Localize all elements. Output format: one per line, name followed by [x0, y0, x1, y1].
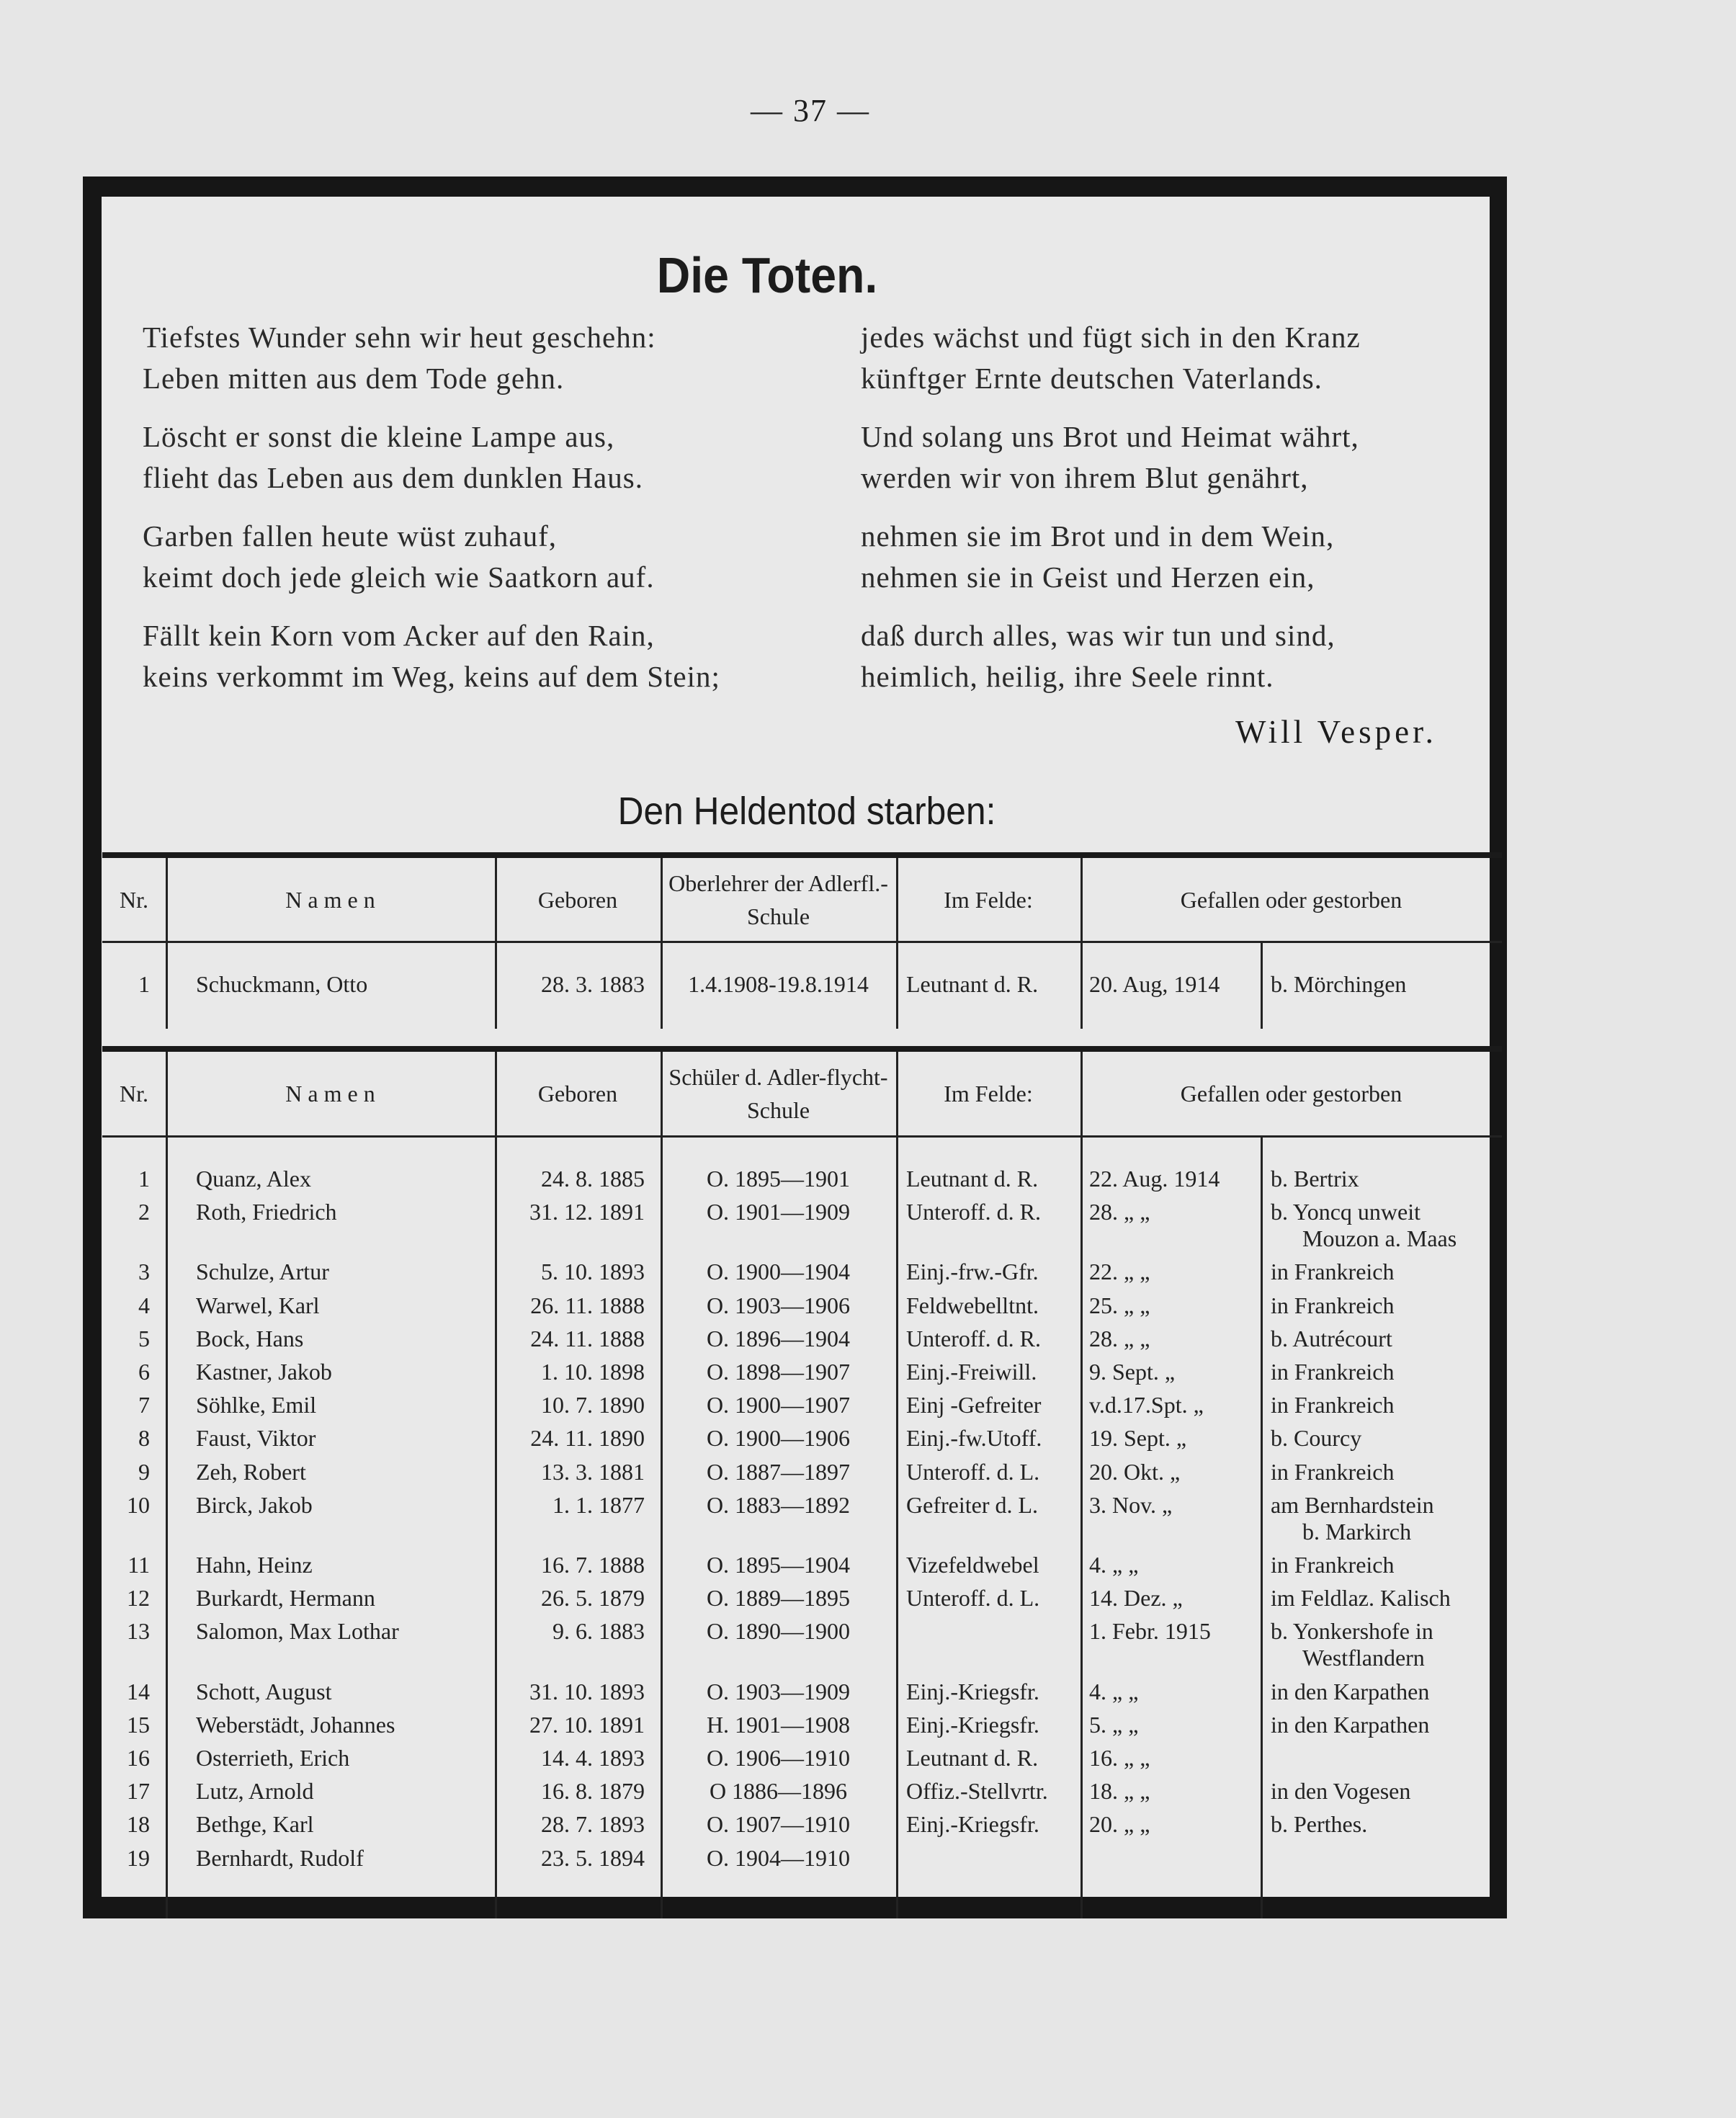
cell-place: in den Vogesen	[1271, 1778, 1411, 1805]
column-header: Im Felde:	[944, 886, 1033, 913]
cell-date: 20. „ „	[1089, 1811, 1150, 1838]
cell-date: 28. „ „	[1089, 1325, 1150, 1351]
column-divider	[1080, 1135, 1083, 1918]
cell-rank: Einj.-Kriegsfr.	[906, 1811, 1039, 1838]
cell-name: Kastner, Jakob	[196, 1359, 332, 1385]
cell-place: in Frankreich	[1271, 1292, 1395, 1318]
cell-nr: 1	[138, 971, 150, 997]
cell-place: am Bernhardstein	[1271, 1491, 1434, 1518]
cell-nr: 1	[138, 1166, 150, 1192]
cell-name: Roth, Friedrich	[196, 1199, 337, 1225]
cell-born: 5. 10. 1893	[541, 1259, 645, 1285]
cell-date: 4. „ „	[1089, 1552, 1139, 1578]
column-header: Geboren	[537, 1081, 618, 1107]
cell-born: 31. 12. 1891	[529, 1199, 645, 1225]
poem-line: daß durch alles, was wir tun und sind,	[861, 619, 1335, 652]
cell-place: im Feldlaz. Kalisch	[1271, 1585, 1451, 1612]
cell-name: Lutz, Arnold	[196, 1778, 314, 1805]
column-divider	[896, 1135, 898, 1918]
poem-stanza	[143, 416, 720, 499]
cell-rank: Unteroff. d. L.	[906, 1585, 1040, 1612]
poem-line: Tiefstes Wunder sehn wir heut geschehn:	[143, 321, 656, 354]
cell-date: 1. Febr. 1915	[1089, 1618, 1211, 1645]
cell-nr: 7	[138, 1392, 150, 1418]
cell-place2: Mouzon a. Maas	[1302, 1225, 1457, 1252]
cell-place: in Frankreich	[1271, 1552, 1395, 1578]
cell-born: 24. 11. 1888	[530, 1325, 645, 1351]
cell-school: O. 1883—1892	[706, 1491, 851, 1518]
cell-name: Weberstädt, Johannes	[196, 1711, 395, 1738]
cell-date: 28. „ „	[1089, 1199, 1150, 1225]
cell-date: 14. Dez. „	[1089, 1585, 1183, 1612]
cell-date: 16. „ „	[1089, 1745, 1150, 1771]
cell-nr: 9	[138, 1458, 150, 1485]
cell-place: in Frankreich	[1271, 1458, 1395, 1485]
cell-place: in den Karpathen	[1271, 1678, 1430, 1704]
cell-school: O. 1896—1904	[706, 1325, 851, 1351]
cell-nr: 12	[127, 1585, 150, 1612]
cell-place: b. Autrécourt	[1271, 1325, 1392, 1351]
cell-date: 20. Aug, 1914	[1089, 971, 1220, 997]
cell-born: 1. 10. 1898	[541, 1359, 645, 1385]
cell-rank: Einj.-fw.Utoff.	[906, 1425, 1042, 1452]
poem-stanza	[861, 317, 1361, 399]
cell-name: Osterrieth, Erich	[196, 1745, 350, 1771]
cell-born: 31. 10. 1893	[529, 1678, 645, 1704]
column-header: N a m e n	[285, 1081, 375, 1107]
cell-nr: 3	[138, 1259, 150, 1285]
cell-rank: Einj.-Kriegsfr.	[906, 1711, 1039, 1738]
cell-name: Schulze, Artur	[196, 1259, 329, 1285]
header-divider	[102, 1135, 1502, 1138]
cell-name: Warwel, Karl	[196, 1292, 320, 1318]
cell-date: 5. „ „	[1089, 1711, 1139, 1738]
column-divider	[1080, 941, 1083, 1029]
cell-name: Salomon, Max Lothar	[196, 1618, 399, 1645]
poem-line: keimt doch jede gleich wie Saatkorn auf.	[143, 560, 655, 594]
column-header: Oberlehrer der Adlerfl.-Schule	[668, 870, 888, 929]
cell-name: Birck, Jakob	[196, 1491, 313, 1518]
poem-line: jedes wächst und fügt sich in den Kranz	[861, 321, 1361, 354]
cell-rank: Einj.-frw.-Gfr.	[906, 1259, 1039, 1285]
cell-rank: Unteroff. d. L.	[906, 1458, 1040, 1485]
cell-nr: 10	[127, 1491, 150, 1518]
cell-nr: 6	[138, 1359, 150, 1385]
cell-date: 9. Sept. „	[1089, 1359, 1176, 1385]
cell-place: in Frankreich	[1271, 1259, 1395, 1285]
cell-place: b. Mörchingen	[1271, 971, 1407, 997]
cell-date: 20. Okt. „	[1089, 1458, 1181, 1485]
poem-line: heimlich, heilig, ihre Seele rinnt.	[861, 660, 1274, 693]
cell-place: b. Yoncq unweit	[1271, 1199, 1421, 1225]
cell-rank: Gefreiter d. L.	[906, 1491, 1039, 1518]
column-divider	[1261, 941, 1263, 1029]
cell-rank: Offiz.-Stellvrtr.	[906, 1778, 1048, 1805]
cell-date: 22. „ „	[1089, 1259, 1150, 1285]
column-header: Gefallen oder gestorben	[1180, 886, 1402, 913]
cell-nr: 19	[127, 1844, 150, 1871]
cell-nr: 16	[127, 1745, 150, 1771]
cell-nr: 8	[138, 1425, 150, 1452]
cell-name: Bock, Hans	[196, 1325, 304, 1351]
column-header: Nr.	[120, 1081, 148, 1107]
cell-born: 16. 8. 1879	[541, 1778, 645, 1805]
cell-school: O. 1889—1895	[706, 1585, 851, 1612]
cell-school: O 1886—1896	[709, 1778, 848, 1805]
cell-born: 28. 7. 1893	[541, 1811, 645, 1838]
cell-name: Quanz, Alex	[196, 1166, 311, 1192]
cell-nr: 15	[127, 1711, 150, 1738]
cell-date: 22. Aug. 1914	[1089, 1166, 1220, 1192]
cell-school: O. 1904—1910	[706, 1844, 851, 1871]
cell-school: H. 1901—1908	[706, 1711, 851, 1738]
cell-nr: 2	[138, 1199, 150, 1225]
table-top-rule	[102, 852, 1502, 858]
cell-name: Bethge, Karl	[196, 1811, 314, 1838]
cell-date: 18. „ „	[1089, 1778, 1150, 1805]
cell-nr: 14	[127, 1678, 150, 1704]
cell-born: 23. 5. 1894	[541, 1844, 645, 1871]
cell-name: Bernhardt, Rudolf	[196, 1844, 364, 1871]
cell-rank: Einj.-Freiwill.	[906, 1359, 1037, 1385]
cell-school: O. 1887—1897	[706, 1458, 851, 1485]
cell-school: O. 1903—1909	[706, 1678, 851, 1704]
poem-line: künftger Ernte deutschen Vaterlands.	[861, 362, 1323, 395]
cell-place: in den Karpathen	[1271, 1711, 1430, 1738]
cell-date: 19. Sept. „	[1089, 1425, 1187, 1452]
cell-name: Schott, August	[196, 1678, 332, 1704]
cell-rank: Leutnant d. R.	[906, 1166, 1039, 1192]
header-divider	[102, 941, 1502, 943]
column-header: Schüler d. Adler-flycht-Schule	[668, 1064, 888, 1123]
page-number: — 37 —	[751, 93, 870, 128]
poem-stanza	[861, 416, 1361, 499]
cell-nr: 13	[127, 1618, 150, 1645]
page-title: Die Toten.	[656, 247, 878, 303]
cell-date: 25. „ „	[1089, 1292, 1150, 1318]
cell-school: O. 1901—1909	[706, 1199, 851, 1225]
cell-name: Söhlke, Emil	[196, 1392, 317, 1418]
cell-school: O. 1890—1900	[706, 1618, 851, 1645]
cell-nr: 4	[138, 1292, 150, 1318]
cell-place2: b. Markirch	[1302, 1518, 1412, 1545]
poem-line: Leben mitten aus dem Tode gehn.	[143, 362, 565, 395]
column-header: Nr.	[120, 886, 148, 913]
cell-born: 26. 11. 1888	[530, 1292, 645, 1318]
cell-rank: Einj -Gefreiter	[906, 1392, 1042, 1418]
column-divider	[1261, 1135, 1263, 1918]
cell-name: Schuckmann, Otto	[196, 971, 368, 997]
cell-name: Zeh, Robert	[196, 1458, 306, 1485]
cell-rank: Unteroff. d. R.	[906, 1199, 1041, 1225]
cell-school: O. 1900—1906	[706, 1425, 851, 1452]
poem-stanza	[861, 516, 1361, 598]
cell-school: O. 1907—1910	[706, 1811, 851, 1838]
cell-born: 14. 4. 1893	[541, 1745, 645, 1771]
cell-school: O. 1906—1910	[706, 1745, 851, 1771]
poem-author: Will Vesper.	[1235, 714, 1437, 750]
cell-born: 1. 1. 1877	[552, 1491, 645, 1518]
cell-school: O. 1898—1907	[706, 1359, 851, 1385]
cell-school: 1.4.1908-19.8.1914	[688, 971, 869, 997]
cell-place2: Westflandern	[1302, 1645, 1425, 1671]
poem-stanza	[143, 317, 720, 399]
cell-place: b. Yonkershofe in	[1271, 1618, 1433, 1645]
cell-school: O. 1895—1904	[706, 1552, 851, 1578]
column-header: Gefallen oder gestorben	[1180, 1081, 1402, 1107]
cell-date: 4. „ „	[1089, 1678, 1139, 1704]
cell-born: 24. 8. 1885	[541, 1166, 645, 1192]
cell-place: in Frankreich	[1271, 1359, 1395, 1385]
section-subtitle: Den Heldentod starben:	[617, 790, 996, 833]
poem-right-column	[861, 317, 1361, 715]
table-top-rule	[102, 1046, 1502, 1052]
cell-born: 24. 11. 1890	[530, 1425, 645, 1452]
cell-school: O. 1895—1901	[706, 1166, 851, 1192]
cell-nr: 17	[127, 1778, 150, 1805]
cell-born: 10. 7. 1890	[541, 1392, 645, 1418]
cell-rank: Einj.-Kriegsfr.	[906, 1678, 1039, 1704]
cell-name: Hahn, Heinz	[196, 1552, 313, 1578]
column-divider	[166, 941, 168, 1029]
column-header: Geboren	[537, 886, 618, 913]
cell-school: O. 1903—1906	[706, 1292, 851, 1318]
cell-place: b. Perthes.	[1271, 1811, 1368, 1838]
poem-line: werden wir von ihrem Blut genährt,	[861, 461, 1309, 494]
cell-rank: Feldwebelltnt.	[906, 1292, 1039, 1318]
cell-name: Burkardt, Hermann	[196, 1585, 375, 1612]
cell-born: 13. 3. 1881	[541, 1458, 645, 1485]
cell-date: v.d.17.Spt. „	[1089, 1392, 1204, 1418]
cell-place: b. Courcy	[1271, 1425, 1362, 1452]
cell-rank: Vizefeldwebel	[906, 1552, 1039, 1578]
poem-stanza	[861, 615, 1361, 697]
cell-nr: 18	[127, 1811, 150, 1838]
poem-line: Und solang uns Brot und Heimat währt,	[861, 420, 1359, 453]
poem-line: nehmen sie im Brot und in dem Wein,	[861, 519, 1335, 553]
poem-stanza	[143, 615, 720, 697]
column-divider	[896, 941, 898, 1029]
cell-born: 9. 6. 1883	[552, 1618, 645, 1645]
cell-born: 28. 3. 1883	[541, 971, 645, 997]
poem-line: keins verkommt im Weg, keins auf dem Stein;	[143, 660, 720, 693]
poem-stanza	[143, 516, 720, 598]
column-divider	[166, 1135, 168, 1918]
cell-name: Faust, Viktor	[196, 1425, 316, 1452]
cell-place: b. Bertrix	[1271, 1166, 1359, 1192]
column-header: Im Felde:	[944, 1081, 1033, 1107]
cell-rank: Leutnant d. R.	[906, 1745, 1039, 1771]
poem-left-column	[143, 317, 720, 715]
poem-line: Garben fallen heute wüst zuhauf,	[143, 519, 558, 553]
cell-school: O. 1900—1904	[706, 1259, 851, 1285]
poem-line: nehmen sie in Geist und Herzen ein,	[861, 560, 1315, 594]
poem-line: Löscht er sonst die kleine Lampe aus,	[143, 420, 615, 453]
poem-line: Fällt kein Korn vom Acker auf den Rain,	[143, 619, 655, 652]
cell-place: in Frankreich	[1271, 1392, 1395, 1418]
cell-born: 27. 10. 1891	[529, 1711, 645, 1738]
cell-date: 3. Nov. „	[1089, 1491, 1173, 1518]
cell-nr: 5	[138, 1325, 150, 1351]
poem-line: flieht das Leben aus dem dunklen Haus.	[143, 461, 643, 494]
cell-rank: Unteroff. d. R.	[906, 1325, 1041, 1351]
cell-rank: Leutnant d. R.	[906, 971, 1039, 997]
column-header: N a m e n	[285, 886, 375, 913]
cell-born: 16. 7. 1888	[541, 1552, 645, 1578]
cell-nr: 11	[127, 1552, 150, 1578]
cell-school: O. 1900—1907	[706, 1392, 851, 1418]
cell-born: 26. 5. 1879	[541, 1585, 645, 1612]
